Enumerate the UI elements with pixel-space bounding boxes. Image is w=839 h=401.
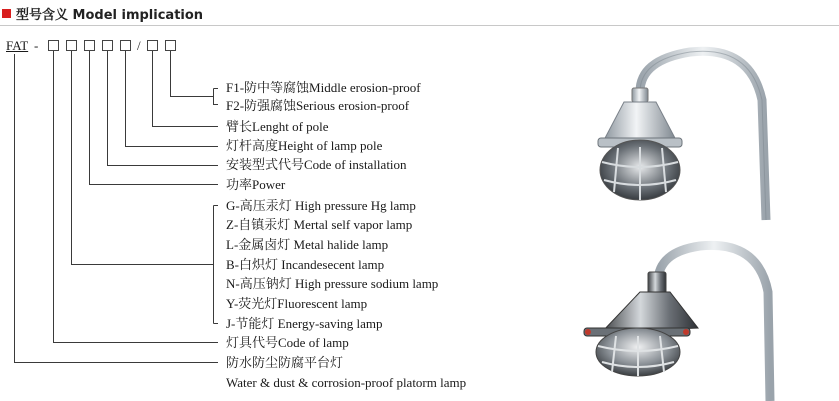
label-f2: F2-防强腐蚀Serious erosion-proof [226, 98, 410, 113]
label-g: G-高压汞灯 High pressure Hg lamp [226, 198, 416, 213]
bracket-finish [214, 89, 219, 105]
label-j: J-节能灯 Energy-saving lamp [226, 316, 383, 331]
label-installation: 安装型式代号Code of installation [226, 157, 407, 172]
lamp-image-2 [570, 232, 820, 401]
label-y: Y-荧光灯Fluorescent lamp [226, 296, 368, 311]
bracket-light-source [214, 206, 219, 324]
label-product-cn: 防水防尘防腐平台灯 [226, 355, 344, 370]
model-code-slash: / [137, 38, 141, 53]
model-code-dash: - [34, 38, 39, 53]
label-f1: F1-防中等腐蚀Middle erosion-proof [226, 80, 421, 95]
label-pole-length: 臂长Lenght of pole [226, 119, 329, 134]
label-z: Z-自镇汞灯 Mertal self vapor lamp [226, 217, 413, 232]
label-b: B-白炽灯 Incandesecent lamp [226, 257, 385, 272]
label-product-en: Water & dust & corrosion-proof platorm lamp [226, 375, 467, 390]
connector-pole-length [153, 51, 219, 127]
label-lamp-code: 灯具代号Code of lamp [226, 335, 349, 350]
label-n: N-高压钠灯 High pressure sodium lamp [226, 276, 439, 291]
connector-light-source [72, 51, 214, 265]
label-pole-height: 灯杆高度Height of lamp pole [226, 138, 383, 153]
connector-installation [108, 51, 219, 166]
lamp-image-1 [580, 40, 820, 230]
label-power: 功率Power [226, 177, 286, 192]
model-code-prefix: FAT [6, 38, 29, 53]
connector-finish [171, 51, 214, 97]
label-l: L-金属卤灯 Metal halide lamp [226, 237, 389, 252]
connector-product [15, 54, 219, 363]
connector-power [90, 51, 219, 185]
connector-lamp-code [54, 51, 219, 343]
section-title: 型号含义 Model implication [16, 7, 204, 23]
connector-pole-height [126, 51, 219, 147]
